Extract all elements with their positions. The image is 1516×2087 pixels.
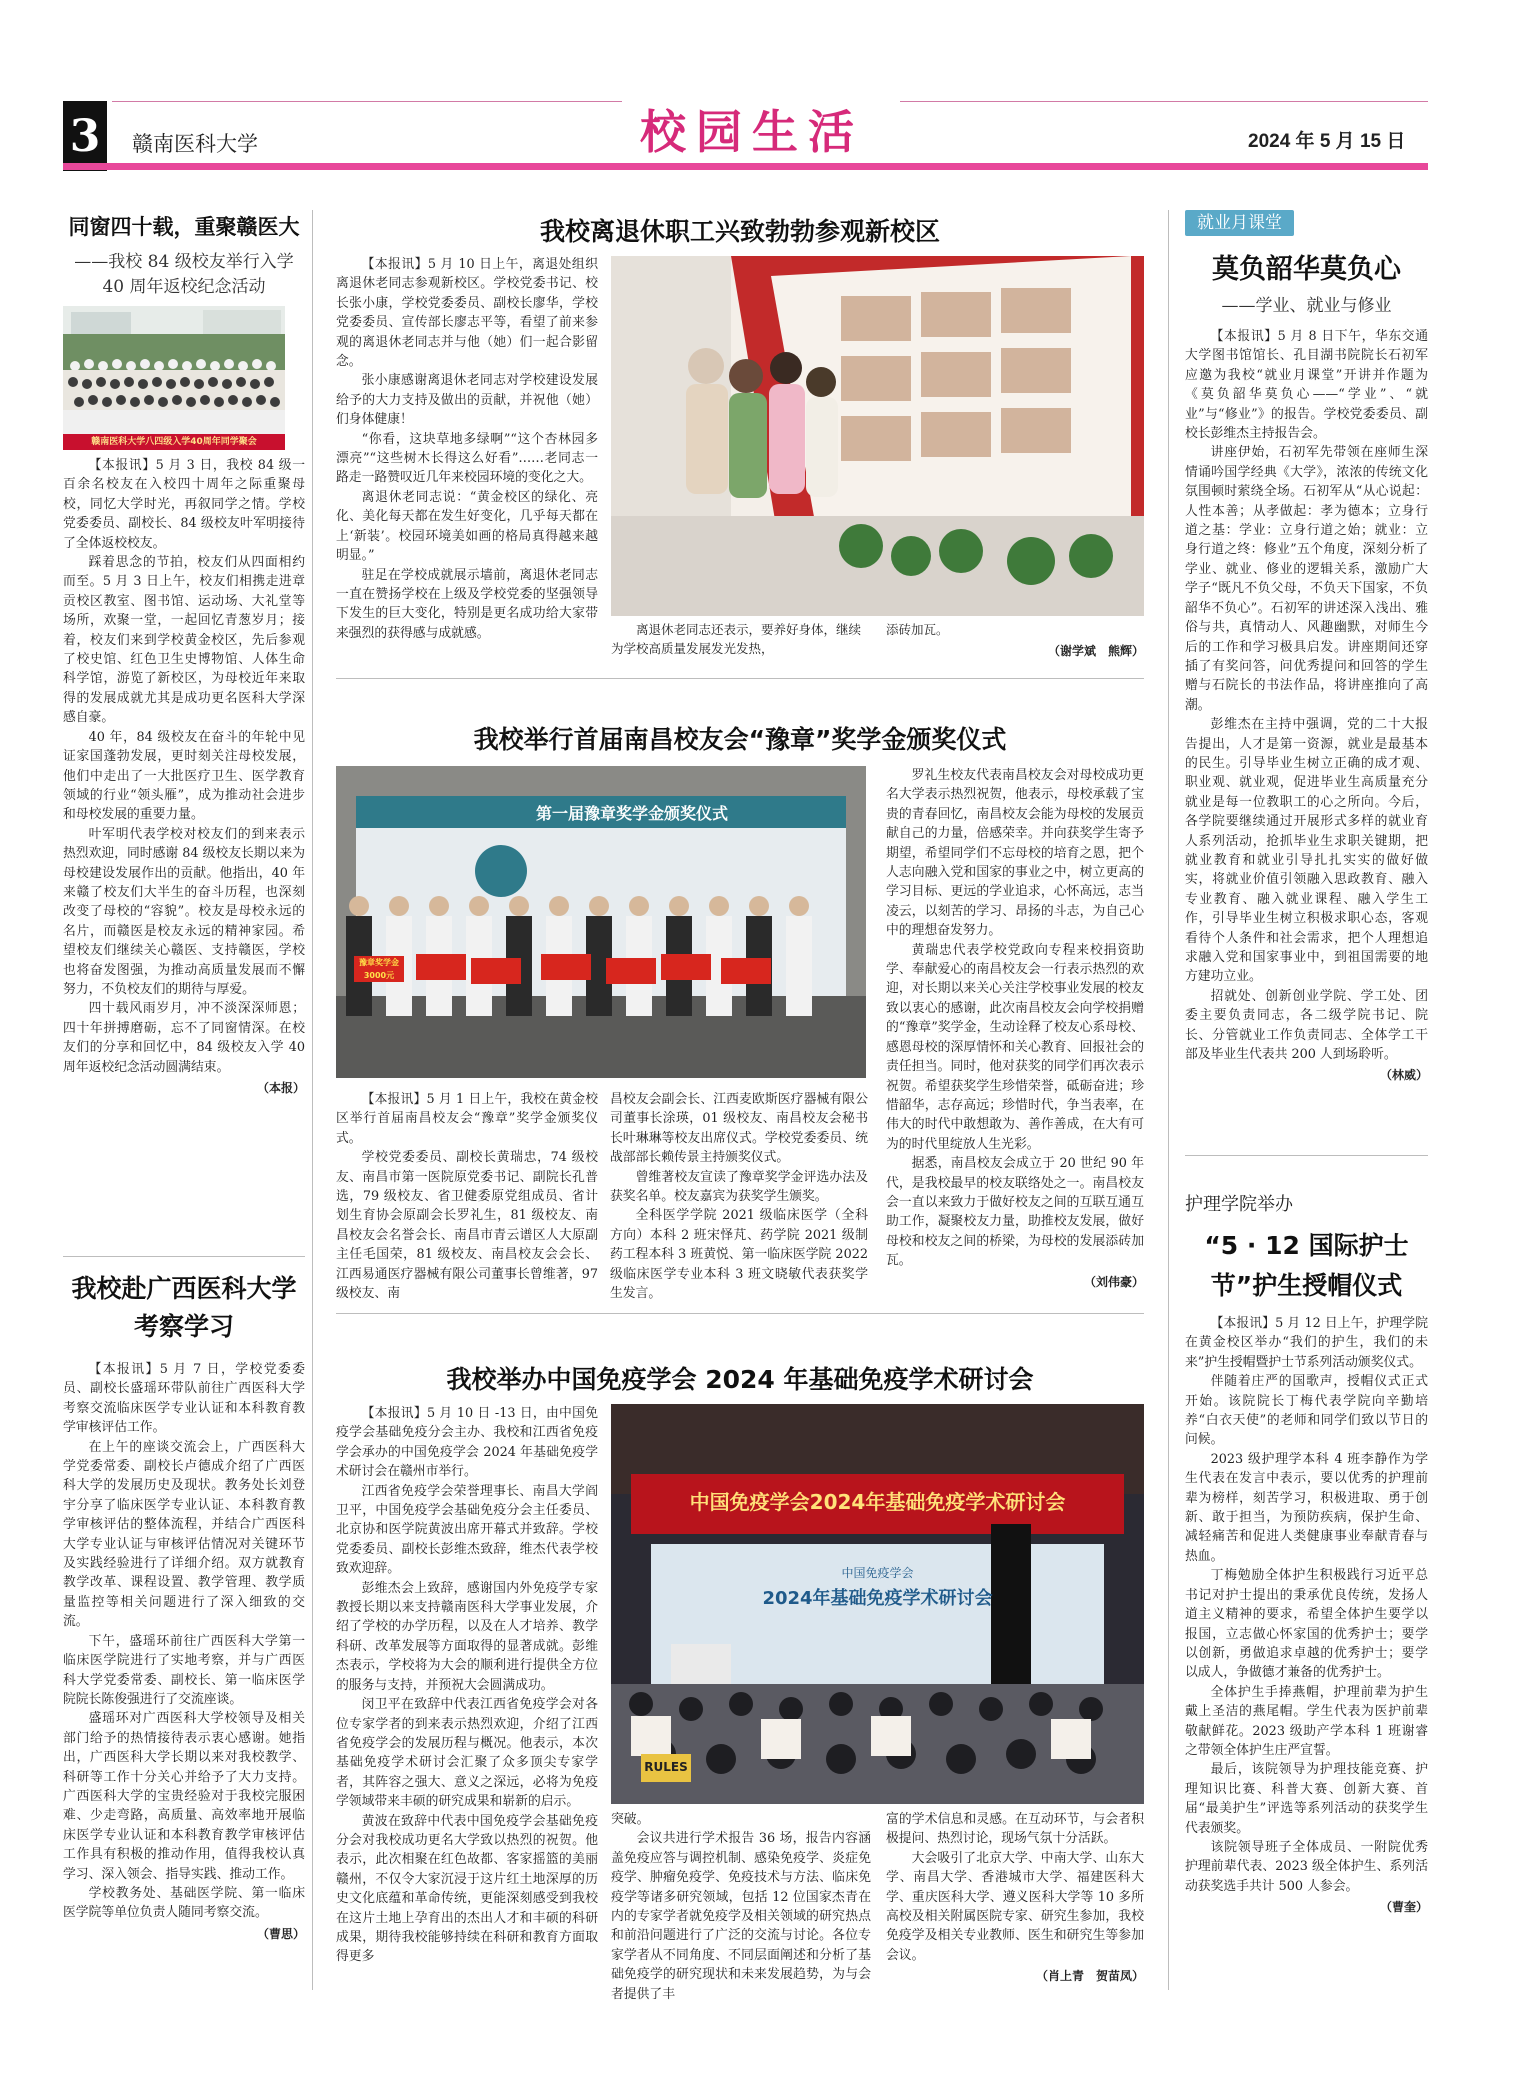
scholarship-body-col1 [336, 1090, 598, 1303]
scholarship-byline: （刘伟豪） [1083, 1274, 1144, 1289]
paragraph: 伴随着庄严的国歌声，授帽仪式正式开始。该院院长丁梅代表学院向辛勤培养“白衣天使”的老师和同学们致以节日的问候。 [1185, 1374, 1428, 1448]
paragraph: 曾维著校友宣读了豫章奖学金评选办法及获奖名单。校友嘉宾为获奖学生颁奖。 [610, 1169, 868, 1205]
article-byline: （曹奎） [1379, 1900, 1428, 1915]
retirees-photo-image [611, 256, 1144, 616]
article-byline: （林威） [1379, 1068, 1428, 1083]
article-body [1185, 1314, 1428, 1896]
header-top-rule-right [900, 101, 1428, 102]
column-rule-left [312, 210, 313, 1990]
paragraph: 据悉，南昌校友会成立于 20 世纪 90 年代，是我校最早的校友联络处之一。南昌校友会一直以来致力于做好校友之间的互联互通互助工作，凝聚校友力量，助推校友发展，做好母校和校友之间的桥梁，为母校的发展添砖加瓦。 [886, 1156, 1144, 1269]
paragraph: 罗礼生校友代表南昌校友会对母校成功更名大学表示热烈祝贺，他表示，母校承载了宝贵的青春回忆，南昌校友会能为母校的发展贡献自己的力量，倍感荣幸。并向获奖学生寄予期望，希望同学们不忘母校的培育之恩，把个人志向融入党和国家的事业之中，树立更高的学习目标、更远的学业追求，心怀高远，志当凌云，以刻苦的学习、昂扬的斗志，为自己心中的理想奋发努力。 [886, 768, 1144, 939]
paragraph: 【本报讯】5 月 7 日，学校党委委员、副校长盛瑶环带队前往广西医科大学考察交流临床医学专业认证和本科教育教学审核评估工作。 [63, 1362, 305, 1436]
scholarship-body-col3 [886, 766, 1144, 1292]
article-subtitle: ——学业、就业与修业 [1221, 296, 1392, 316]
reunion-group-photo [63, 306, 285, 450]
scholarship-backdrop-text: 第一届豫章奖学金颁奖仪式 [536, 804, 729, 823]
article-body [1185, 327, 1428, 1064]
divider-right [1185, 1155, 1428, 1156]
column-tag: 就业月课堂 [1185, 210, 1294, 236]
immunology-banner-text: 中国免疫学会2024年基础免疫学术研讨会 [689, 1490, 1066, 1514]
article-byline: （本报） [256, 1081, 305, 1095]
article-body [63, 1360, 305, 1923]
scholarship-ceremony-photo [336, 766, 866, 1078]
paragraph: “你看，这块草地多绿啊”“这个杏林园多漂亮”“这些树木长得这么好看”……老同志一路走一路赞叹近几年来校园环境的变化之大。 [336, 431, 598, 486]
retirees-article-title: 我校离退休职工兴致勃勃参观新校区 [539, 217, 940, 246]
paragraph: 在上午的座谈交流会上，广西医科大学党委常委、副校长卢德成介绍了广西医科大学的发展历史及现状。教务处长刘登宇分享了临床医学专业认证、本科教育教学审核评估的整体流程，并结合广西医科大学专业认证与审核评估情况对关键环节及实践经验进行了详细介绍。双方就教育教学改革、课程设置、教学管理、教学质量监控等相关问题进行了深入细致的交流。 [63, 1439, 305, 1630]
paragraph: 踩着思念的节拍，校友们从四面相约而至。5 月 3 日上午，校友们相携走进章贡校区教室、图书馆、运动场、大礼堂等场所，欢聚一堂，一起回忆青葱岁月；接着，校友们来到学校黄金校区，先后参观了校史馆、红色卫生史博物馆、人体生命科学馆，游览了新校区，为母校近年来取得的发展成就尤其是成功更名医科大学深感自豪。 [63, 555, 305, 726]
article-title: 同窗四十载，重聚赣医大 [68, 215, 300, 239]
paragraph: 离退休老同志说：“黄金校区的绿化、亮化、美化每天都在发生好变化，几乎每天都在上‘新装’。校园环境美如画的格局真得越来越明显。” [336, 489, 598, 564]
retirees-article-body [336, 255, 598, 643]
paragraph: 学校党委委员、副校长黄瑞忠，74 级校友、南昌市第一医院原党委书记、副院长孔普选，79 级校友、省卫健委原党组成员、省计划生育协会原副会长罗礼生，81 级校友、南昌校友会名誉会长、南昌市青云谱区人大原副主任毛国荣，81 级校友、南昌校友会会长、江西易通医疗器械有限公司董事长曾维著，97 级校友、南 [336, 1150, 598, 1302]
paragraph: 驻足在学校成就展示墙前，离退休老同志一直在赞扬学校在上级及学校党委的坚强领导下发生的巨大变化，特别是更名成功给大家带来强烈的获得感与成就感。 [336, 567, 598, 641]
paragraph: 全科医学学院 2021 级临床医学（全科方向）本科 2 班宋怿芃、药学院 2021 级制药工程本科 3 班黄悦、第一临床医学院 2022 级临床医学专业本科 3 班文晓敏代表获奖学生发言。 [610, 1208, 868, 1302]
paragraph: 讲座伊始，石初军先带领在座师生深情诵吟国学经典《大学》，浓浓的传统文化氛围顿时萦绕全场。石初军从“从心说起：人性本善；从孝做起：孝为德本；立身行道之基：学业：立身行道之始；就业：立身行道之终：修业”五个角度，深刻分析了学业、就业、修业的逻辑关系，激励广大学子“既凡不负父母，不负天下国家，不负韶华不负心”。石初军的讲述深入浅出、雅俗与共，真情动人、风趣幽默，对师生今后的工作和学习极具启发。讲座期间还穿插了有奖问答，问优秀提问和回答的学生赠与石院长的书法作品，将讲座推向了高潮。 [1185, 445, 1428, 713]
paragraph: 四十载风雨岁月，冲不淡深深师恩；四十年拼搏磨砺，忘不了同窗情深。在校友们的分享和回忆中，84 级校友入学 40 周年返校纪念活动圆满结束。 [63, 1001, 305, 1075]
scholarship-article-title: 我校举行首届南昌校友会“豫章”奖学金颁奖仪式 [473, 725, 1007, 754]
divider-left [63, 1256, 305, 1257]
school-name: 赣南医科大学 [132, 132, 258, 156]
paragraph: 张小康感谢离退休老同志对学校建设发展给予的大力支持及做出的贡献，并祝他（她）们身体健康！ [336, 373, 598, 428]
paragraph: 会议共进行学术报告 36 场，报告内容涵盖免疫应答与调控机制、感染免疫学、炎症免疫学、肿瘤免疫学、免疫技术与方法、临床免疫学等诸多研究领域，包括 12 位国家杰青在内的专家学者就免疫学及相关领域的研究热点和前沿问题进行了广泛的交流与讨论。各位专家学者从不同角度、不同层面阐述和分析了基础免疫学的研究现状和未来发展趋势，为与会者提供了丰 [611, 1831, 871, 2002]
paragraph: 最后，该院领导为护理技能竞赛、护理知识比赛、科普大赛、创新大赛、首届“最美护生”评选等系列活动的获奖学生代表颁奖。 [1185, 1762, 1428, 1836]
scholarship-body-col2 [610, 1090, 868, 1303]
immunology-conference-photo [611, 1404, 1144, 1804]
paragraph: 【本报讯】5 月 1 日上午，我校在黄金校区举行首届南昌校友会“豫章”奖学金颁奖仪式。 [336, 1092, 598, 1146]
article-alumni-reunion [63, 212, 305, 1096]
immunology-body-col2 [611, 1810, 871, 2004]
header-top-rule [112, 101, 622, 102]
paragraph: 【本报讯】5 月 10 日 -13 日，由中国免疫学会基础免疫分会主办、我校和江西省免疫学会承办的中国免疫学会 2024 年基础免疫学术研讨会在赣州市举行。 [336, 1406, 598, 1480]
paragraph: 招就处、创新创业学院、学工处、团委主要负责同志，各二级学院书记、院长、分管就业工作负责同志、全体学工干部及毕业生代表共 200 人到场聆听。 [1185, 988, 1428, 1063]
article-subtitle: ——我校 84 级校友举行入学 40 周年返校纪念活动 [74, 252, 294, 297]
paragraph: 江西省免疫学会荣誉理事长、南昌大学阎卫平，中国免疫学会基础免疫分会主任委员、北京协和医学院黄波出席开幕式并致辞。学校党委委员、副校长彭维杰致辞，维杰代表学校致欢迎辞。 [336, 1483, 598, 1577]
paragraph: 全体护生手捧燕帽，护理前辈为护生戴上圣洁的燕尾帽。学生代表为医护前辈敬献鲜花。2023 级助产学本科 1 班谢睿之带领全体护生庄严宣誓。 [1185, 1684, 1428, 1758]
paragraph: 大会吸引了北京大学、中南大学、山东大学、南昌大学、香港城市大学、福建医科大学、重庆医科大学、遵义医科大学等 10 多所高校及相关附属医院专家、研究生参加，我校免疫学及相关专业教师、医生和研究生等参加会议。 [886, 1850, 1144, 1963]
immunology-body-col3 [886, 1810, 1144, 1987]
immunology-byline: （肖上青 贺苗凤） [1035, 1969, 1144, 1984]
paragraph: 2023 级护理学本科 4 班李静作为学生代表在发言中表示，要以优秀的护理前辈为榜样，刻苦学习，积极进取、勇于创新、敢于担当，为预防疾病，保护生命、减轻痛苦和促进人类健康事业奉献青春与热血。 [1185, 1451, 1428, 1564]
paragraph: 叶军明代表学校对校友们的到来表示热烈欢迎，同时感谢 84 级校友长期以来为母校建设发展作出的贡献。他指出，40 年来赣了校友们大半生的奋斗历程，也深刻改变了母校的“容貌”。校友是母校永远的名片，而赣医是校友永远的精神家园。希望校友们继续关心赣医、支持赣医，学校也将奋发图强，为推动高质量发展而不懈努力，不负校友们的期待与厚爱。 [63, 826, 305, 997]
article-body [63, 456, 305, 1077]
page-number: 3 [63, 101, 107, 171]
immunology-screen-line1: 中国免疫学会 [841, 1566, 914, 1580]
paragraph: 下午，盛瑶环前往广西医科大学第一临床医学院进行了实地考察，并与广西医科大学党委常委、副校长、第一临床医学院院长陈俊强进行了交流座谈。 [63, 1633, 305, 1707]
article-guangxi-visit [63, 1270, 305, 1942]
immunology-screen-line2: 2024年基础免疫学术研讨会 [762, 1588, 993, 1609]
paragraph: 彭维杰会上致辞，感谢国内外免疫学专家教授长期以来支持赣南医科大学事业发展，介绍了学校的办学历程，以及在人才培养、教学科研、改革发展等方面取得的显著成就。彭维杰表示，学校将为大会的顺利进行提供全方位的服务与支持，并预祝大会圆满成功。 [336, 1580, 598, 1693]
paragraph: 黄瑞忠代表学校党政向专程来校捐资助学、奉献爱心的南昌校友会一行表示热烈的欢迎，对长期以来关心关注学校事业发展的校友致以衷心的感谢，此次南昌校友会向学校捐赠的“豫章”奖学金，生动诠释了校友心系母校、感恩母校的深厚情怀和关心教育、回报社会的责任担当。同时，他对获奖的同学们再次表示祝贺。希望获奖学生珍惜荣誉，砥砺奋进；珍惜韶华，志存高远；珍惜时代，争当表率，在伟大的时代中敢想敢为、善作善成，在大有可为的时代里绽放人生光彩。 [886, 942, 1144, 1152]
article-title: “5 · 12 国际护士节”护生授帽仪式 [1204, 1231, 1409, 1300]
paragraph: 学校教务处、基础医学院、第一临床医学院等单位负责人随同考察交流。 [63, 1885, 305, 1921]
paragraph: 突破。 [611, 1812, 650, 1827]
paragraph: 闵卫平在致辞中代表江西省免疫学会对各位专家学者的到来表示热烈欢迎，介绍了江西省免疫学会的发展历程与概况。他表示，本次基础免疫学术研讨会汇聚了众多顶尖专家学者，其阵容之强大、意义之深远，必将为免疫学领域带来丰硕的研究成果和崭新的启示。 [336, 1697, 598, 1810]
paragraph: 昌校友会副会长、江西麦欧斯医疗器械有限公司董事长涂瑛，01 级校友、南昌校友会秘书长叶琳琳等校友出席仪式。学校党委委员、统战部部长赖传景主持颁奖仪式。 [610, 1092, 868, 1166]
immunology-body-col1 [336, 1404, 598, 1967]
paragraph: 【本报讯】5 月 12 日上午，护理学院在黄金校区举办“我们的护生，我们的未来”护生授帽暨护士节系列活动颁奖仪式。 [1185, 1316, 1428, 1370]
paragraph: 丁梅勉励全体护生积极践行习近平总书记对护士提出的秉承优良传统，发扬人道主义精神的要求，希望全体护生要学以报国，立志做心怀家国的优秀护士；要学以创新，勇做追求卓越的优秀护士；要学以成人，争做德才兼备的优秀护士。 [1185, 1568, 1428, 1681]
retirees-exhibition-photo [611, 256, 1144, 616]
article-title: 我校赴广西医科大学考察学习 [71, 1274, 297, 1341]
header-rule [63, 163, 1428, 170]
paragraph: 40 年，84 级校友在奋斗的年轮中见证家国蓬勃发展，更时刻关注母校发展，他们中走出了一大批医疗卫生、医学教育领域的行业“领头雁”，成为推动社会进步和母校发展的重要力量。 [63, 729, 305, 823]
divider-mid-2 [336, 1313, 1144, 1314]
divider-mid-1 [336, 678, 1144, 679]
paragraph: 【本报讯】5 月 8 日下午，华东交通大学图书馆馆长、孔目湖书院院长石初军应邀为我校“就业月课堂”开讲并作题为《莫负韶华莫负心——“学业”、“就业”与“修业”》的报告。学校党委委员、副校长彭维杰主持报告会。 [1185, 329, 1428, 442]
retirees-byline: （谢学斌 熊辉） [1047, 644, 1144, 658]
reunion-photo-image [63, 306, 285, 450]
paragraph: 富的学术信息和灵感。在互动环节，与会者积极提问、热烈讨论，现场气氛十分活跃。 [886, 1812, 1144, 1847]
article-kicker: 护理学院举办 [1185, 1194, 1293, 1215]
shirt-text: RULES [644, 1760, 688, 1774]
scholarship-board-text: 豫章奖学金 3000元 [359, 958, 399, 980]
article-employment-lecture [1185, 208, 1428, 1083]
paragraph: 彭维杰在主持中强调，党的二十大报告提出，人才是第一资源，就业是最基本的民生。引导毕业生树立正确的成才观、职业观、就业观，促进毕业生高质量充分就业是每一位教职工的心之所向。今后，各学院要继续通过开展形式多样的就业育人系列活动，抢抓毕业生求职关键期，把就业教育和就业引导扎扎实实的做好做实，将就业价值引领融入思政教育、融入专业教育、融入就业课程、融入学生工作，引导毕业生树立积极求职心态，客观看待个人条件和社会需求，把个人理想追求融入党和国家事业中，到祖国需要的地方建功立业。 [1185, 717, 1428, 985]
paragraph: 【本报讯】5 月 3 日，我校 84 级一百余名校友在入校四十周年之际重聚母校，同忆大学时光，再叙同学之情。学校党委委员、副校长、84 级校友叶军明接待了全体返校校友。 [63, 458, 305, 551]
immunology-article-title: 我校举办中国免疫学会 2024 年基础免疫学术研讨会 [446, 1365, 1034, 1394]
paragraph: 【本报讯】5 月 10 日上午，离退处组织离退休老同志参观新校区。学校党委书记、校长张小康，学校党委委员、副校长廖华，学校党委委员、宣传部长廖志平等，看望了前来参观的离退休老同志并与他（她）们一起合影留念。 [336, 257, 598, 370]
paragraph: 该院领导班子全体成员、一附院优秀护理前辈代表、2023 级全体护生、系列活动获奖选手共计 500 人参会。 [1185, 1839, 1428, 1894]
paragraph: 黄波在致辞中代表中国免疫学会基础免疫分会对我校成功更名大学致以热烈的祝贺。他表示，此次相聚在红色故都、客家摇篮的美丽赣州，不仅令大家沉浸于这片红土地深厚的历史文化底蕴和革命传统，更能深刻感受到我校在这片土地上孕育出的杰出人才和丰硕的科研成果，期待我校能够持续在科研和教育方面取得更多 [336, 1813, 598, 1965]
issue-date: 2024 年 5 月 15 日 [1248, 131, 1406, 152]
section-title: 校园生活 [640, 105, 864, 159]
article-byline: （曹思） [256, 1926, 305, 1941]
paragraph: 盛瑶环对广西医科大学校领导及相关部门给予的热情接待表示衷心感谢。她指出，广西医科大学长期以来对我校教学、科研等工作十分关心并给予了大力支持。广西医科大学的宝贵经验对于我校完服困难、少走弯路，高质量、高效率地开展临床医学专业认证和本科教育教学审核评估工作具有积极的推动作用，值得我校认真学习、深入领会、指导实践、推动工作。 [63, 1711, 305, 1882]
column-rule-right [1168, 210, 1169, 1990]
retirees-caption-col1: 离退休老同志还表示，要养好身体，继续为学校高质量发展发光发热， [611, 622, 862, 656]
retirees-caption-col2: 添砖加瓦。 [886, 622, 949, 637]
reunion-banner-text: 赣南医科大学八四级入学40周年同学聚会 [91, 437, 257, 447]
article-title: 莫负韶华莫负心 [1212, 254, 1401, 285]
article-nurses-day [1185, 1190, 1428, 1915]
